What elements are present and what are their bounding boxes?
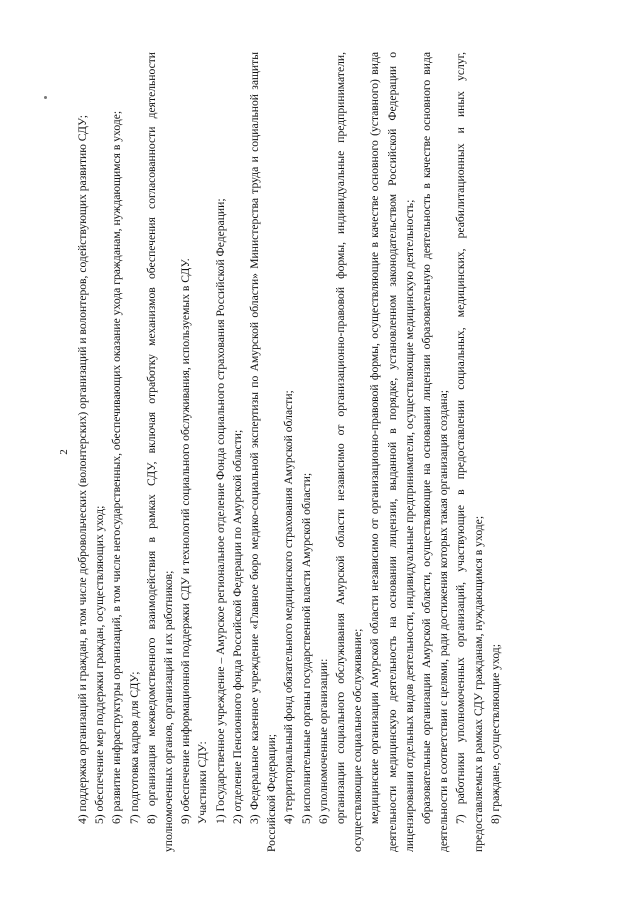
participant-8-caregivers: 8) граждане, осуществляющие уход; (488, 644, 502, 824)
participant-6-authorized-orgs: 6) уполномоченные организации: (316, 658, 330, 824)
scan-speck (44, 96, 47, 99)
paragraph-item-6-infrastructure: 6) развитие инфраструктуры организаций, в том числе негосударственных, обеспечивающих оказание ухода гражданам, нуждающимся в уходе; (110, 110, 124, 824)
authorized-medical-orgs: медицинские организации Амурской области независимо от организационно-правовой формы, осуществляющие в качестве основного (уставного) вида деятельности медицинскую деятельность на основании лицензии, выданной в порядке, установленном законодательством Российской Федерации о лицензировании отдельных видов деятельности, индивидуальные предприниматели, осуществляющие медицинскую деятельность; (368, 52, 416, 852)
participant-7-workers: 7) работники уполномоченных организаций, участвующие в предоставлении социальных, медицинских, реабилитационных и иных услуг, предоставляемых в рамках СДУ гражданам, нуждающимся в уходе; (454, 52, 485, 852)
participant-2-pfr: 2) отделение Пенсионного фонда Российской Федерации по Амурской области; (230, 429, 244, 824)
authorized-educational-orgs: образовательные организации Амурской области, осуществляющие на основании лицензии образовательную деятельность в качестве основного вида деятельности в соответствии с целями, ради достижения которых такая организация создана; (420, 52, 451, 852)
participant-1-fss: 1) Государственное учреждение – Амурское региональное отделение Фонда социального страхования Российской Федерации; (213, 198, 227, 824)
paragraph-item-4-support: 4) поддержка организаций и граждан, в том числе добровольческих (волонтерских) организаций и волонтеров, содействующих развитию СДУ; (76, 115, 89, 824)
rotated-text-block (50, 42, 590, 862)
paragraph-item-8-interaction: 8) организация межведомственного взаимодействия в рамках СДУ, включая отработку механизмов обеспечения согласованности деятельности уполномоченных органов, организаций и их работников; (144, 52, 176, 852)
paragraph-item-7-staff: 7) подготовка кадров для СДУ; (127, 671, 141, 824)
page-number: 2 (58, 449, 70, 455)
paragraph-item-5-support-measures: 5) обеспечение мер поддержки граждан, осуществляющих уход; (93, 505, 107, 824)
participant-5-executive-bodies: 5) исполнительные органы государственной власти Амурской области; (299, 472, 313, 824)
paragraph-item-9-info-support: 9) обеспечение информационной поддержки СДУ и технологий социального обслуживания, используемых в СДУ. (179, 258, 193, 824)
participant-4-foms: 4) территориальный фонд обязательного медицинского страхования Амурской области; (282, 390, 296, 824)
authorized-social-service-orgs: организации социального обслуживания Амурской области независимо от организационно-правовой формы, индивидуальные предприниматели, осуществляющие социальное обслуживание; (334, 52, 365, 852)
participants-heading: Участники СДУ: (196, 741, 210, 824)
participant-3-mse: 3) Федеральное казенное учреждение «Главное бюро медико-социальной экспертизы по Амурской области» Министерства труда и социальной защиты Российской Федерации; (248, 52, 279, 852)
